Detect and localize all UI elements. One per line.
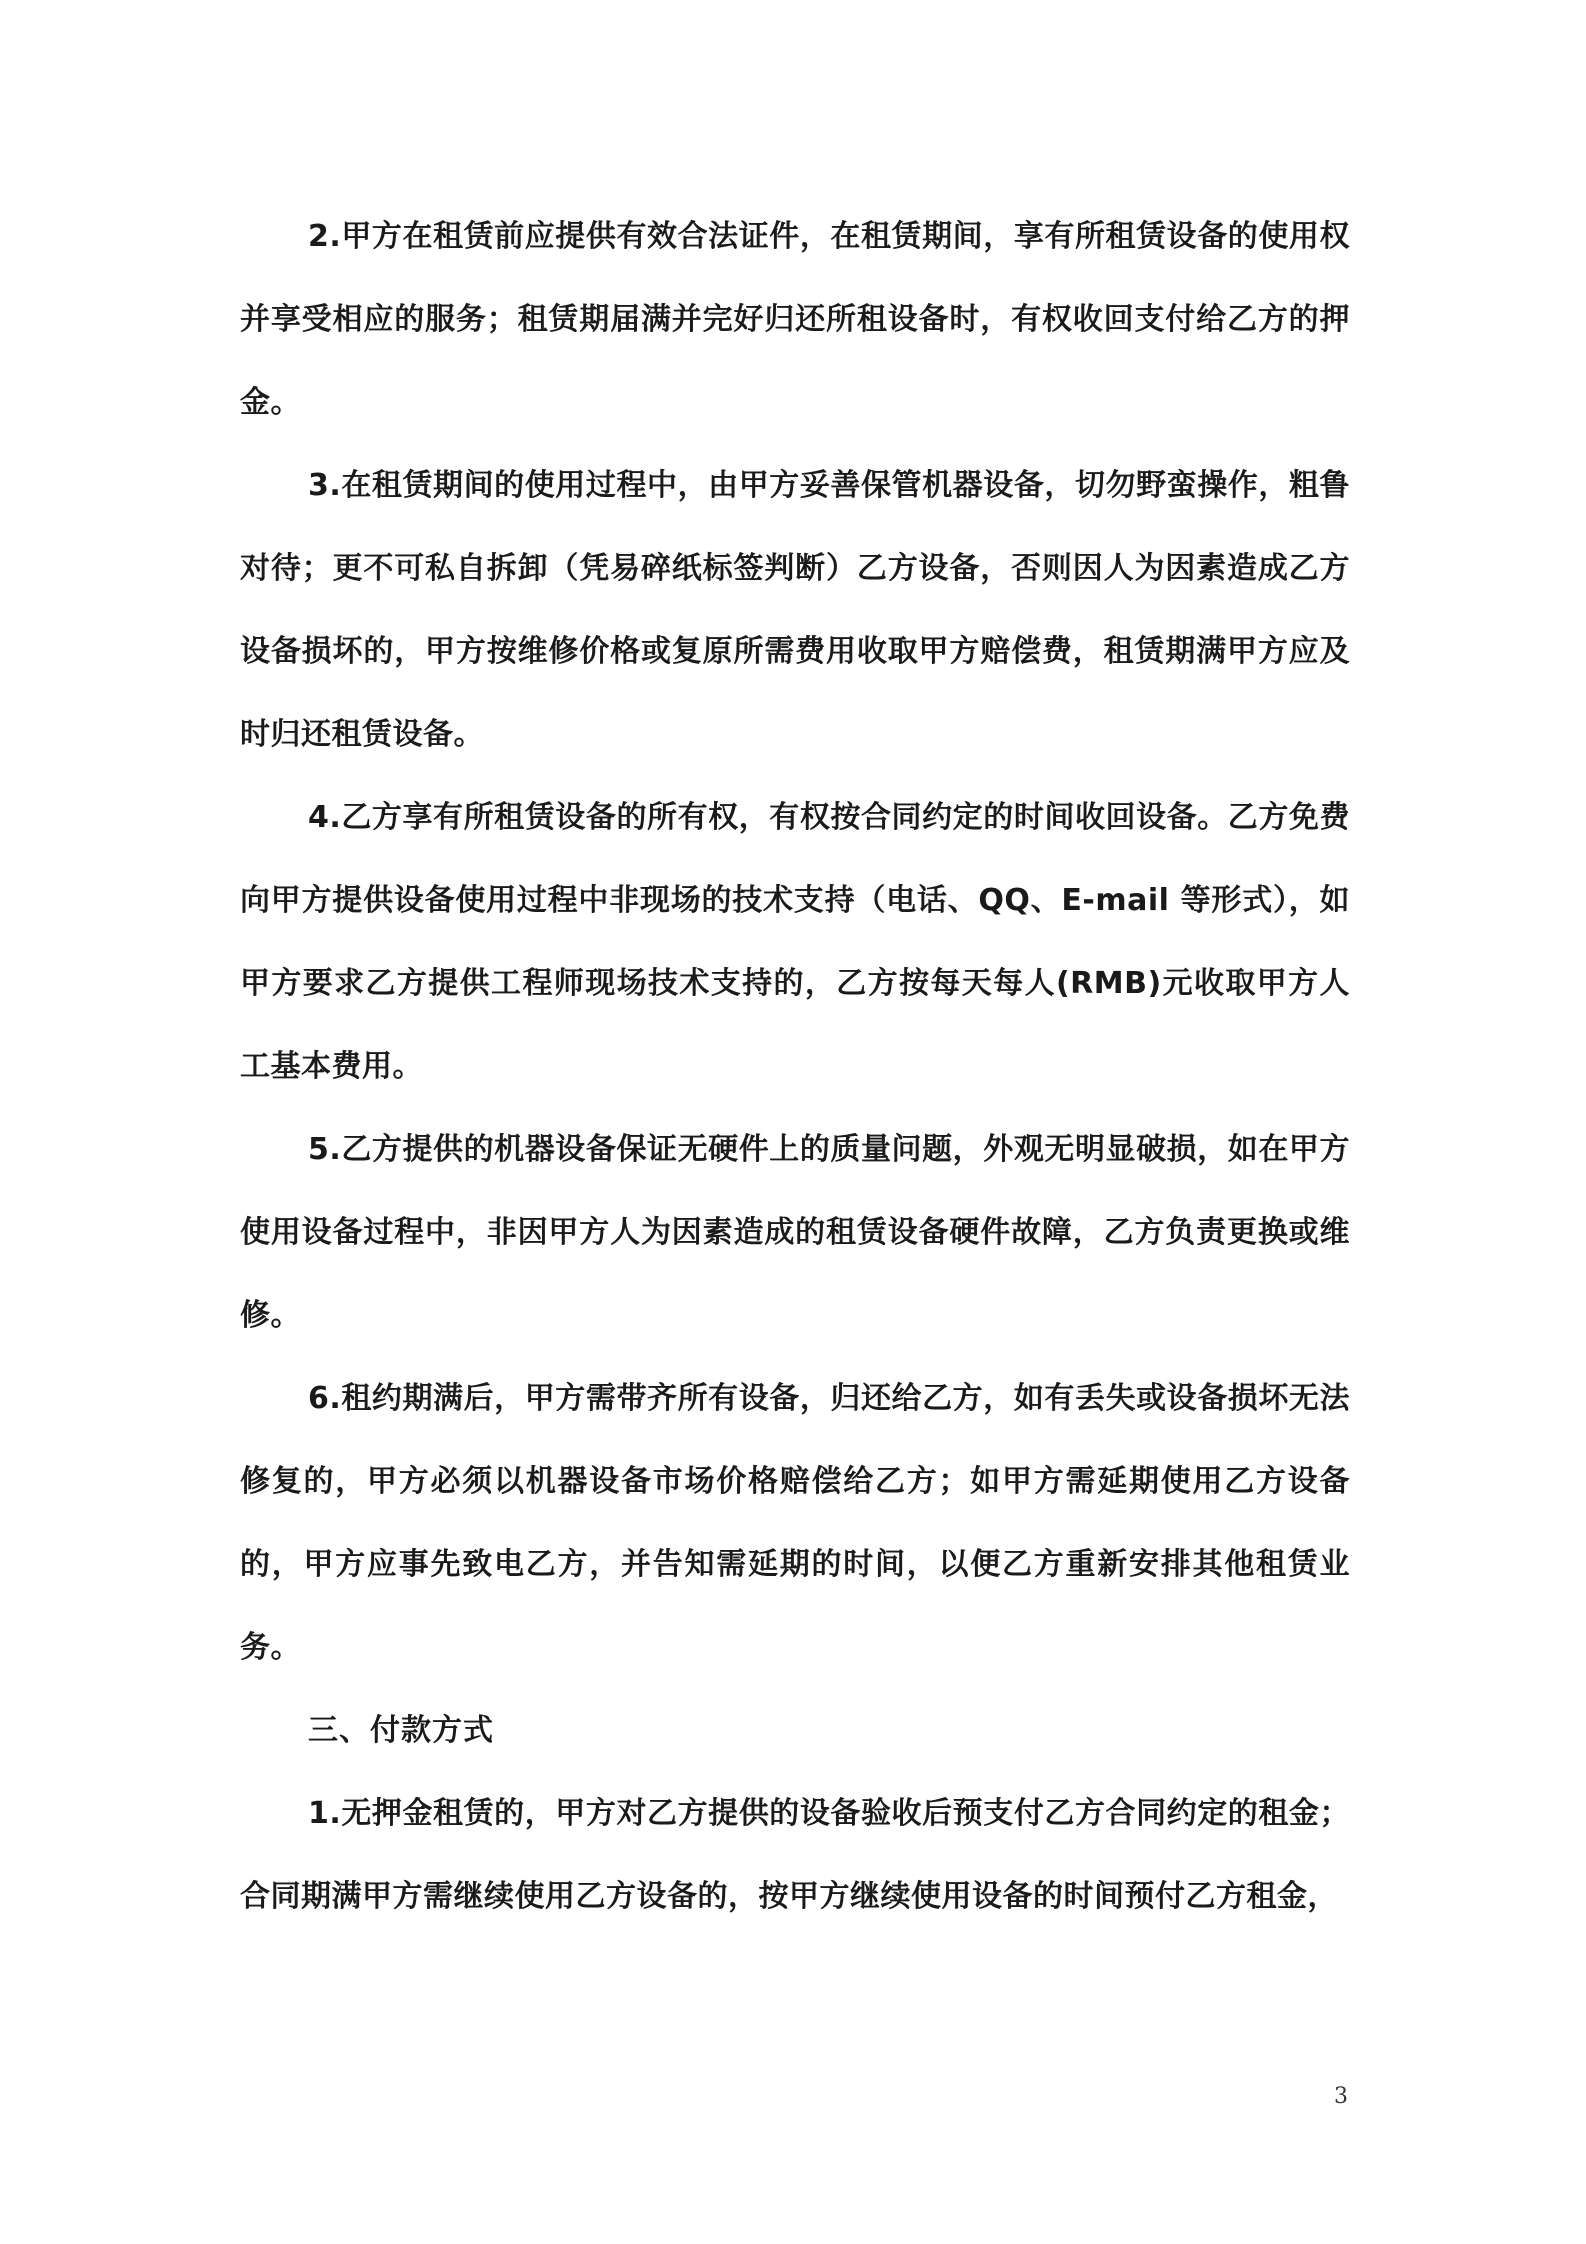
clause-6-paragraph: 6.租约期满后，甲方需带齐所有设备，归还给乙方，如有丢失或设备损坏无法修复的，甲方必须以机器设备市场价格赔偿给乙方；如甲方需延期使用乙方设备的，甲方应事先致电乙方，并告知需延期的时间，以便乙方重新安排其他租赁业务。 <box>240 1381 1350 1665</box>
section-heading-payment: 三、付款方式 <box>308 1713 494 1748</box>
clause-5-paragraph: 5.乙方提供的机器设备保证无硬件上的质量问题，外观无明显破损，如在甲方使用设备过程中，非因甲方人为因素造成的租赁设备硬件故障，乙方负责更换或维修。 <box>240 1132 1350 1333</box>
clause-4-paragraph: 4.乙方享有所租赁设备的所有权，有权按合同约定的时间收回设备。乙方免费向甲方提供设备使用过程中非现场的技术支持（电话、QQ、E-mail 等形式），如甲方要求乙方提供工程师现场技术支持的，乙方按每天每人(RMB)元收取甲方人工基本费用。 <box>240 800 1350 1084</box>
clause-2-paragraph: 2.甲方在租赁前应提供有效合法证件，在租赁期间，享有所租赁设备的使用权并享受相应的服务；租赁期届满并完好归还所租设备时，有权收回支付给乙方的押金。 <box>240 219 1350 420</box>
clause-3-paragraph: 3.在租赁期间的使用过程中，由甲方妥善保管机器设备，切勿野蛮操作，粗鲁对待；更不可私自拆卸（凭易碎纸标签判断）乙方设备，否则因人为因素造成乙方设备损坏的，甲方按维修价格或复原所需费用收取甲方赔偿费，租赁期满甲方应及时归还租赁设备。 <box>240 468 1350 752</box>
payment-clause-1-paragraph: 1.无押金租赁的，甲方对乙方提供的设备验收后预支付乙方合同约定的租金；合同期满甲方需继续使用乙方设备的，按甲方继续使用设备的时间预付乙方租金， <box>240 1796 1350 1914</box>
page-number: 3 <box>1334 2084 1348 2109</box>
document-body <box>240 195 1350 1938</box>
